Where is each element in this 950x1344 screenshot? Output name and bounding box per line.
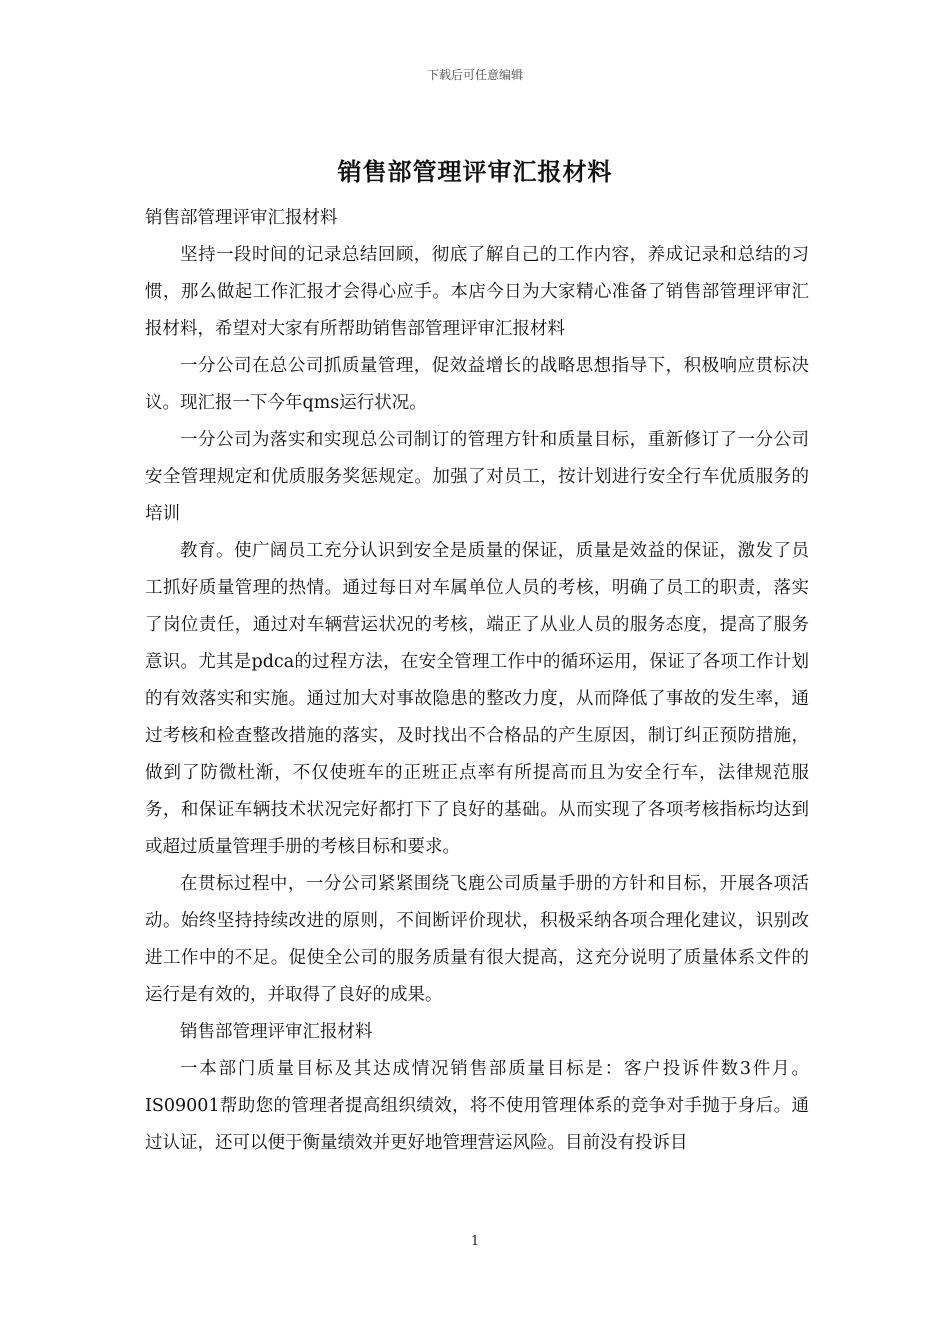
paragraph-subtitle: 销售部管理评审汇报材料: [145, 208, 338, 228]
paragraph: 一分公司在总公司抓质量管理，促效益增长的战略思想指导下，积极响应贯标决议。现汇报一下今年qms运行状况。: [145, 356, 809, 413]
page-number: 1: [470, 1234, 480, 1249]
paragraph: 坚持一段时间的记录总结回顾，彻底了解自己的工作内容，养成记录和总结的习惯，那么做起工作汇报才会得心应手。本店今日为大家精心准备了销售部管理评审汇报材料，希望对大家有所帮助销售部管理评审汇报材料: [145, 245, 809, 339]
page-header: 下载后可任意编辑: [426, 68, 523, 82]
paragraph: 教育。使广阔员工充分认识到安全是质量的保证，质量是效益的保证，激发了员工抓好质量管理的热情。通过每日对车属单位人员的考核，明确了员工的职责，落实了岗位责任，通过对车辆营运状况的考核，端正了从业人员的服务态度，提高了服务意识。尤其是pdca的过程方法，在安全管理工作中的循环运用，保证了各项工作计划的有效落实和实施。通过加大对事故隐患的整改力度，从而降低了事故的发生率，通过考核和检查整改措施的落实，及时找出不合格品的产生原因，制订纠正预防措施，做到了防微杜渐，不仅使班车的正班正点率有所提高而且为安全行车，法律规范服务，和保证车辆技术状况完好都打下了良好的基础。从而实现了各项考核指标均达到或超过质量管理手册的考核目标和要求。: [145, 541, 809, 857]
paragraph: 在贯标过程中，一分公司紧紧围绕飞鹿公司质量手册的方针和目标，开展各项活动。始终坚持持续改进的原则，不间断评价现状，积极采纳各项合理化建议，识别改进工作中的不足。促使全公司的服务质量有很大提高，这充分说明了质量体系文件的运行是有效的，并取得了良好的成果。: [145, 874, 809, 1005]
paragraph: 一本部门质量目标及其达成情况销售部质量目标是：客户投诉件数3件月。IS09001帮助您的管理者提高组织绩效，将不使用管理体系的竞争对手抛于身后。通过认证，还可以便于衡量绩效并更好地管理营运风险。目前没有投诉目: [145, 1059, 809, 1153]
section-heading: 销售部管理评审汇报材料: [180, 1022, 373, 1042]
document-title: 销售部管理评审汇报材料: [337, 157, 613, 186]
document-body: [145, 200, 809, 1162]
paragraph: 一分公司为落实和实现总公司制订的管理方针和质量目标，重新修订了一分公司安全管理规定和优质服务奖惩规定。加强了对员工，按计划进行安全行车优质服务的培训: [145, 430, 809, 524]
